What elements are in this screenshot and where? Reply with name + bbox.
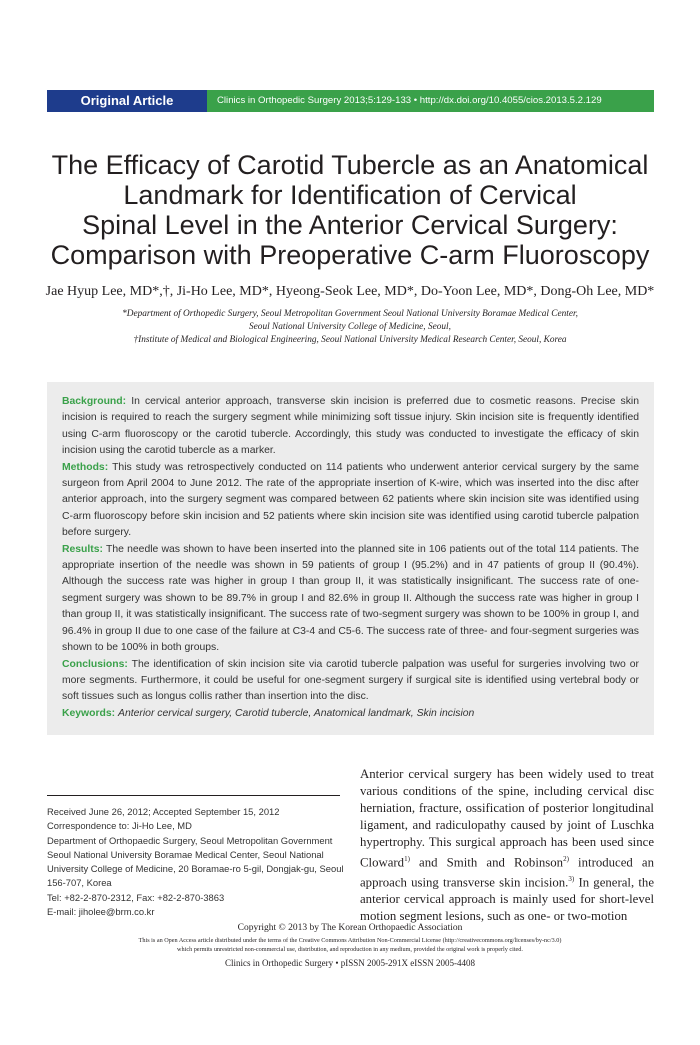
abstract-text: The identification of skin incision site via carotid tubercle palpation was useful for surgeries involving two or more segments. Furthermore, it could be useful for one-segment surgery if surgical site is identified using vertebral body or soft tissues such as longus collis rather than insertion into the disc. bbox=[62, 658, 640, 703]
abstract-label: Keywords: bbox=[62, 707, 116, 719]
reference-marker: 2) bbox=[563, 854, 569, 863]
note-line: Correspondence to: Ji-Ho Lee, MD bbox=[47, 820, 192, 832]
abstract-label: Results: bbox=[62, 543, 103, 555]
body-text-part: and Smith and Robinson bbox=[409, 854, 564, 869]
title-line: Spinal Level in the Anterior Cervical Surgery: bbox=[82, 210, 618, 240]
note-line: Tel: +82-2-870-2312, Fax: +82-2-870-3863 bbox=[47, 891, 225, 903]
note-line: Seoul National University Boramae Medical Center, Seoul National bbox=[47, 848, 324, 860]
abstract-label: Conclusions: bbox=[62, 658, 128, 670]
keywords-text: Anterior cervical surgery, Carotid tubercle, Anatomical landmark, Skin incision bbox=[118, 707, 475, 719]
abstract-conclusions bbox=[62, 657, 639, 706]
affiliation-line: Seoul National University College of Medicine, Seoul, bbox=[249, 322, 451, 332]
notes-divider bbox=[47, 795, 340, 796]
abstract-text: This study was retrospectively conducted on 114 patients who underwent anterior cervical surgery by the same surgeon from April 2004 to June 2012. The rate of the appropriate insertion of K-wire, which was inserted into the disc after anterior approach, into the surgery segment was compared between 62 patients where skin incision site was identified using C-arm fluoroscopy before skin incision and 52 patients where skin incision site was identified using carotid tubercle palpation before surgery. bbox=[62, 461, 639, 539]
body-text-part: introduced an approach using transverse skin incision. bbox=[360, 854, 654, 889]
reference-marker: 1) bbox=[404, 854, 410, 863]
body-text-part: In general, the anterior cervical approach is mainly used for short-level motion segment lesions, such as one- or two-motion bbox=[360, 874, 654, 923]
abstract-label: Methods: bbox=[62, 461, 109, 473]
license-line: which permits unrestricted non-commercial use, distribution, and reproduction in any medium, provided the original work is properly cited. bbox=[177, 946, 523, 953]
affiliation-line: *Department of Orthopedic Surgery, Seoul Metropolitan Government Seoul National University Boramae Medical Center, bbox=[122, 309, 578, 319]
correspondence-notes bbox=[47, 805, 344, 919]
abstract-background bbox=[62, 394, 639, 460]
abstract-methods bbox=[62, 460, 639, 542]
license-line: This is an Open Access article distributed under the terms of the Creative Commons Attribution Non-Commercial License (http://creativecommons.org/licenses/by-nc/3.0) bbox=[138, 937, 562, 944]
article-type-label: Original Article bbox=[47, 90, 207, 112]
article-title bbox=[40, 150, 660, 270]
affiliation-line: †Institute of Medical and Biological Engineering, Seoul National University Medical Research Center, Seoul, Korea bbox=[133, 335, 567, 345]
copyright-line: Copyright © 2013 by The Korean Orthopaedic Association bbox=[237, 923, 463, 933]
abstract-box bbox=[47, 382, 654, 735]
reference-marker: 3) bbox=[568, 874, 575, 883]
abstract-text: In cervical anterior approach, transverse skin incision is preferred due to cosmetic reasons. Precise skin incision is required to reach the surgery segment while minimizing soft tissue injury. Skin incision site is frequently identified using C-arm fluoroscopy or the carotid tubercle. Accordingly, this study was conducted to investigate the efficacy of skin incision using the carotid tubercle as a marker. bbox=[62, 396, 639, 457]
note-line: 156-707, Korea bbox=[47, 877, 112, 889]
body-text-part: Anterior cervical surgery has been widely used to treat various conditions of the spine, including cervical disc herniation, fracture, ossification of posterior longitudinal ligament, and radiculopathy caused by joint of Luschka hypertrophy. This surgical approach has been used since Cloward bbox=[360, 767, 654, 869]
title-line: The Efficacy of Carotid Tubercle as an Anatomical bbox=[51, 150, 649, 180]
issn-line: Clinics in Orthopedic Surgery • pISSN 2005-291X eISSN 2005-4408 bbox=[225, 958, 475, 968]
note-line: E-mail: jiholee@brm.co.kr bbox=[47, 906, 155, 918]
abstract-text: The needle was shown to have been inserted into the planned site in 106 patients out of the total 114 patients. The appropriate insertion of the needle was shown in 59 patients of group I (95.2%) and in 47 patients of group II (90.4%). Although the success rate was higher in group I than group II, it was statistically insignificant. The success rate of one-segment surgery was shown to be 89.7% in group I and 82.6% in group II. Although the success rate was higher in group I than group II, it was statistically insignificant. The success rate of two-segment surgery was shown to be 100% in group I, and 96.4% in group II due to one case of the failure at C3-4 and C5-6. The success rate of three- and four-segment surgeries was shown to be 100% in both groups. bbox=[62, 543, 639, 654]
note-line: University College of Medicine, 20 Boramae-ro 5-gil, Dongjak-gu, Seoul bbox=[47, 863, 344, 875]
body-paragraph bbox=[360, 766, 654, 925]
title-line: Comparison with Preoperative C-arm Fluoroscopy bbox=[50, 240, 650, 270]
abstract-label: Background: bbox=[62, 396, 127, 407]
note-line: Department of Orthopaedic Surgery, Seoul Metropolitan Government bbox=[47, 834, 333, 846]
title-line: Landmark for Identification of Cervical bbox=[123, 180, 577, 210]
author-list: Jae Hyup Lee, MD*,†, Ji-Ho Lee, MD*, Hyeong-Seok Lee, MD*, Do-Yoon Lee, MD*, Dong-Oh Lee, MD* bbox=[45, 284, 655, 299]
abstract-results bbox=[62, 542, 639, 657]
journal-citation: Clinics in Orthopedic Surgery 2013;5:129-133 • http://dx.doi.org/10.4055/cios.2013.5.2.129 bbox=[207, 90, 654, 112]
note-line: Received June 26, 2012; Accepted September 15, 2012 bbox=[47, 806, 280, 817]
header-bar bbox=[47, 90, 654, 112]
abstract-keywords bbox=[62, 706, 639, 722]
